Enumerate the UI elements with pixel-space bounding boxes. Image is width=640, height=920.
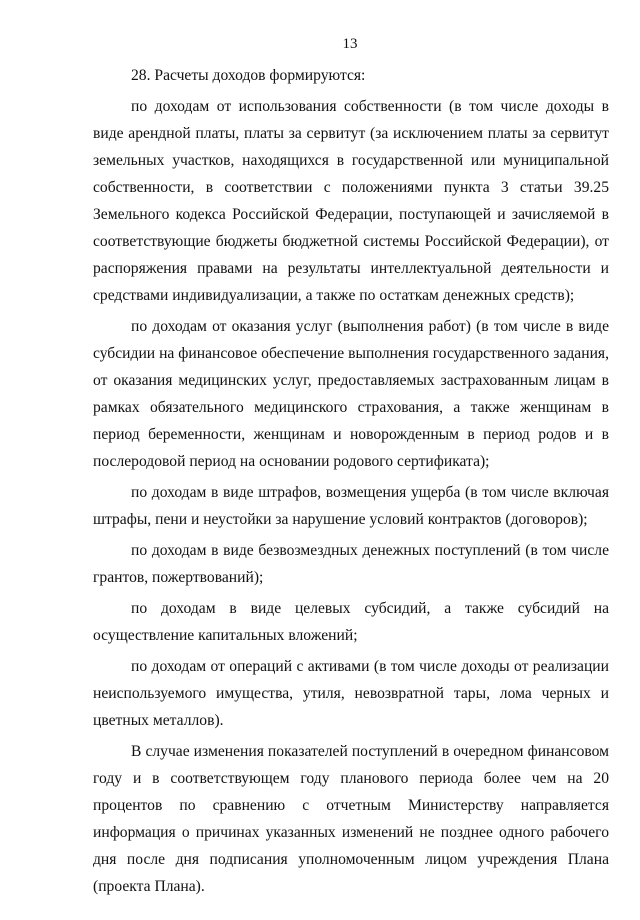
paragraph-assets-income: по доходам от операций с активами (в том числе доходы от реализации неиспользуемого имущества, утиля, невозвратной тары, лома черных и цветных металлов).: [93, 658, 609, 729]
paragraph-grants-income: по доходам в виде безвозмездных денежных поступлений (в том числе грантов, пожертвований);: [93, 542, 609, 586]
section-heading: 28. Расчеты доходов формируются:: [131, 67, 366, 84]
paragraph-fines-income: по доходам в виде штрафов, возмещения ущерба (в том числе включая штрафы, пени и неустойки за нарушение условий контрактов (договоров);: [93, 484, 609, 528]
paragraph-change-notice: В случае изменения показателей поступлений в очередном финансовом году и в соответствующем году планового периода более чем на 20 процентов по сравнению с отчетным Министерству направляется информация о причинах указанных изменений не позднее одного рабочего дня после дня подписания уполномоченным лицом учреждения Плана (проекта Плана).: [93, 743, 609, 895]
document-body: [93, 62, 609, 900]
page-number: 13: [342, 36, 358, 52]
paragraph-subsidies-income: по доходам в виде целевых субсидий, а также субсидий на осуществление капитальных вложений;: [93, 600, 609, 644]
paragraph-services-income: по доходам от оказания услуг (выполнения работ) (в том числе в виде субсидии на финансовое обеспечение выполнения государственного задания, от оказания медицинских услуг, предоставляемых застрахованным лицам в рамках обязательного медицинского страхования, а также женщинам в период беременности, женщинам и новорожденным в период родов и в послеродовой период на основании родового сертификата);: [93, 318, 609, 470]
paragraph-property-income: по доходам от использования собственности (в том числе доходы в виде арендной платы, платы за сервитут (за исключением платы за сервитут земельных участков, находящихся в государственной или муниципальной собственности, в соответствии с положениями пункта 3 статьи 39.25 Земельного кодекса Российской Федерации, поступающей и зачисляемой в соответствующие бюджеты бюджетной системы Российской Федерации), от распоряжения правами на результаты интеллектуальной деятельности и средствами индивидуализации, а также по остаткам денежных средств);: [93, 98, 609, 304]
